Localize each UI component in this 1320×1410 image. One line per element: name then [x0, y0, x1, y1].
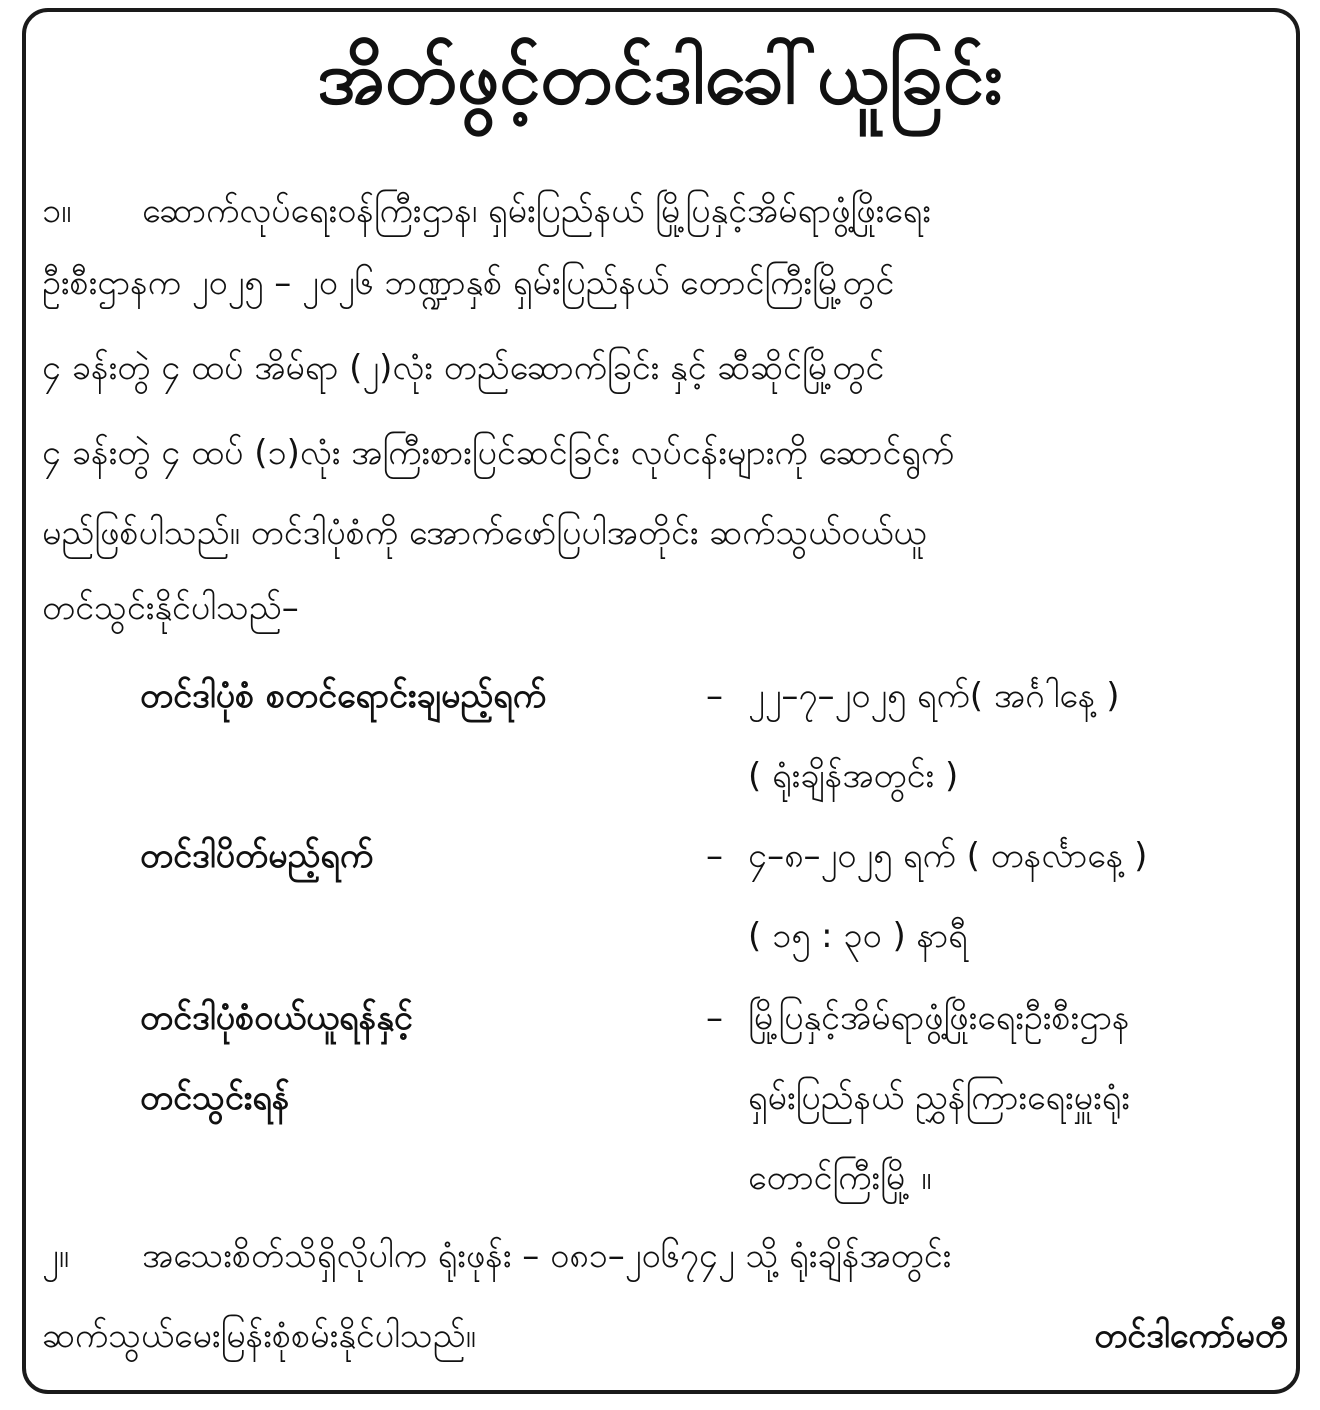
para1-line-1: [42, 190, 1292, 233]
para1-text-1: ဆောက်လုပ်ရေးဝန်ကြီးဌာန၊ ရှမ်းပြည်နယ် မြို့ပြနှင့်အိမ်ရာဖွံ့ဖြိုးရေး: [142, 191, 931, 231]
para1-line-4: ၄ ခန်းတွဲ ၄ ထပ် (၁)လုံး အကြီးစားပြင်ဆင်ခြင်း လုပ်ငန်းများကို ဆောင်ရွက်: [42, 433, 955, 473]
schedule-label-sale-start: တင်ဒါပုံစံ စတင်ရောင်းချမည့်ရက်: [140, 676, 547, 716]
schedule-dash-3: –: [706, 998, 723, 1038]
schedule-value-closing-1: ၄–၈–၂၀၂၅ ရက် ( တနင်္လာနေ့ ): [748, 836, 1148, 876]
schedule-label-closing: တင်ဒါပိတ်မည့်ရက်: [140, 836, 374, 876]
para1-line-5: မည်ဖြစ်ပါသည်။ တင်ဒါပုံစံကို အောက်ဖော်ပြပါအတိုင်း ဆက်သွယ်ဝယ်ယူ: [42, 513, 927, 553]
schedule-value-office-1: မြို့ပြနှင့်အိမ်ရာဖွံ့ဖြိုးရေးဦးစီးဌာန: [748, 998, 1130, 1038]
schedule-dash-2: –: [706, 836, 723, 876]
para1-number: ၁။: [42, 191, 72, 231]
schedule-dash-1: –: [706, 676, 723, 716]
schedule-value-sale-start-1: ၂၂–၇–၂၀၂၅ ရက်( အင်္ဂါနေ့ ): [748, 676, 1120, 716]
para1-line-3: ၄ ခန်းတွဲ ၄ ထပ် အိမ်ရာ (၂)လုံး တည်ဆောက်ခြင်း နှင့် ဆီဆိုင်မြို့တွင်: [42, 348, 885, 388]
para2-line-1: [42, 1235, 951, 1278]
schedule-value-sale-start-2: ( ရုံးချိန်အတွင်း ): [748, 756, 959, 796]
schedule-value-office-3: တောင်ကြီးမြို့ ။: [748, 1158, 932, 1198]
notice-title: အိတ်ဖွင့်တင်ဒါခေါ်ယူခြင်း: [317, 35, 1003, 121]
schedule-label-purchase-1: တင်ဒါပုံစံဝယ်ယူရန်နှင့်: [140, 998, 413, 1038]
schedule-value-office-2: ရှမ်းပြည်နယ် ညွှန်ကြားရေးမှူးရုံး: [748, 1078, 1130, 1118]
para1-line-6: တင်သွင်းနိုင်ပါသည်–: [42, 588, 299, 628]
para2-text-1: အသေးစိတ်သိရှိလိုပါက ရုံးဖုန်း – ၀၈၁–၂၀၆၇၄၂ သို့ ရုံးချိန်အတွင်း: [142, 1236, 952, 1276]
para2-number: ၂။: [42, 1236, 69, 1276]
schedule-label-purchase-2: တင်သွင်းရန်: [140, 1078, 290, 1118]
para2-line-2: ဆက်သွယ်မေးမြန်းစုံစမ်းနိုင်ပါသည်။: [42, 1316, 476, 1356]
para1-line-2: ဦးစီးဌာနက ၂၀၂၅ – ၂၀၂၆ ဘဏ္ဍာနှစ် ရှမ်းပြည်နယ် တောင်ကြီးမြို့တွင်: [42, 263, 895, 303]
signature: တင်ဒါကော်မတီ: [1094, 1316, 1288, 1356]
schedule-value-closing-2: ( ၁၅ : ၃၀ ) နာရီ: [748, 916, 968, 956]
